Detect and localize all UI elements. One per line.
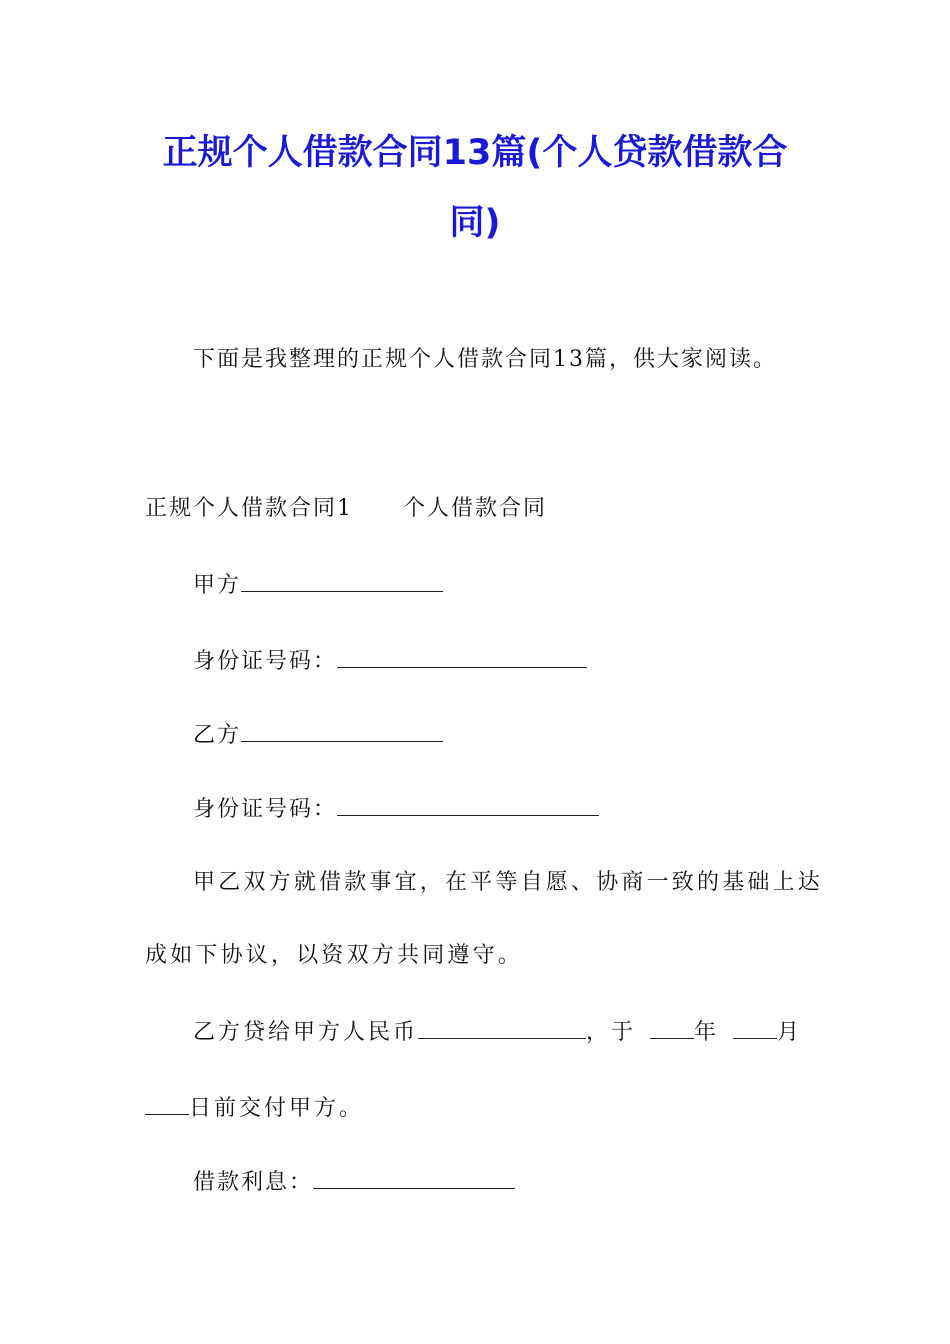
interest-label: 借款利息： — [193, 1170, 314, 1195]
month-label: 月 — [777, 1020, 803, 1045]
day-blank — [145, 1096, 189, 1115]
loan-prefix: 乙方贷给甲方人民币 — [193, 1020, 419, 1045]
month-blank — [733, 1020, 777, 1039]
id-number-a-label: 身份证号码： — [193, 649, 338, 674]
id-number-a-row — [193, 649, 587, 673]
party-b-row — [193, 723, 443, 747]
party-a-blank — [241, 573, 443, 592]
loan-comma-yu: ，于 — [586, 1020, 637, 1045]
intro-paragraph: 下面是我整理的正规个人借款合同13篇，供大家阅读。 — [193, 347, 777, 372]
id-number-a-blank — [337, 649, 587, 668]
interest-blank — [313, 1170, 515, 1189]
document-title-line-1: 正规个人借款合同13篇(个人贷款借款合 — [162, 133, 788, 173]
party-b-blank — [241, 723, 443, 742]
id-number-b-label: 身份证号码： — [193, 797, 338, 822]
party-a-label: 甲方 — [193, 573, 242, 598]
agreement-line-1: 甲乙双方就借款事宜，在平等自愿、协商一致的基础上达 — [193, 870, 824, 895]
id-number-b-row — [193, 797, 599, 821]
day-text: 日前交付甲方。 — [189, 1096, 365, 1121]
loan-amount-row — [193, 1020, 802, 1044]
year-label: 年 — [694, 1020, 720, 1045]
agreement-line-2: 成如下协议，以资双方共同遵守。 — [145, 943, 524, 968]
party-a-row — [193, 573, 443, 597]
loan-amount-blank — [418, 1020, 586, 1039]
loan-day-row — [145, 1096, 364, 1120]
section-subtitle: 个人借款合同 — [403, 496, 548, 521]
interest-row — [193, 1170, 515, 1194]
party-b-label: 乙方 — [193, 723, 242, 748]
id-number-b-blank — [337, 797, 599, 816]
section-label: 正规个人借款合同1 — [145, 496, 353, 521]
year-blank — [650, 1020, 694, 1039]
document-title-line-2: 同) — [449, 203, 501, 243]
section-heading — [145, 498, 547, 520]
